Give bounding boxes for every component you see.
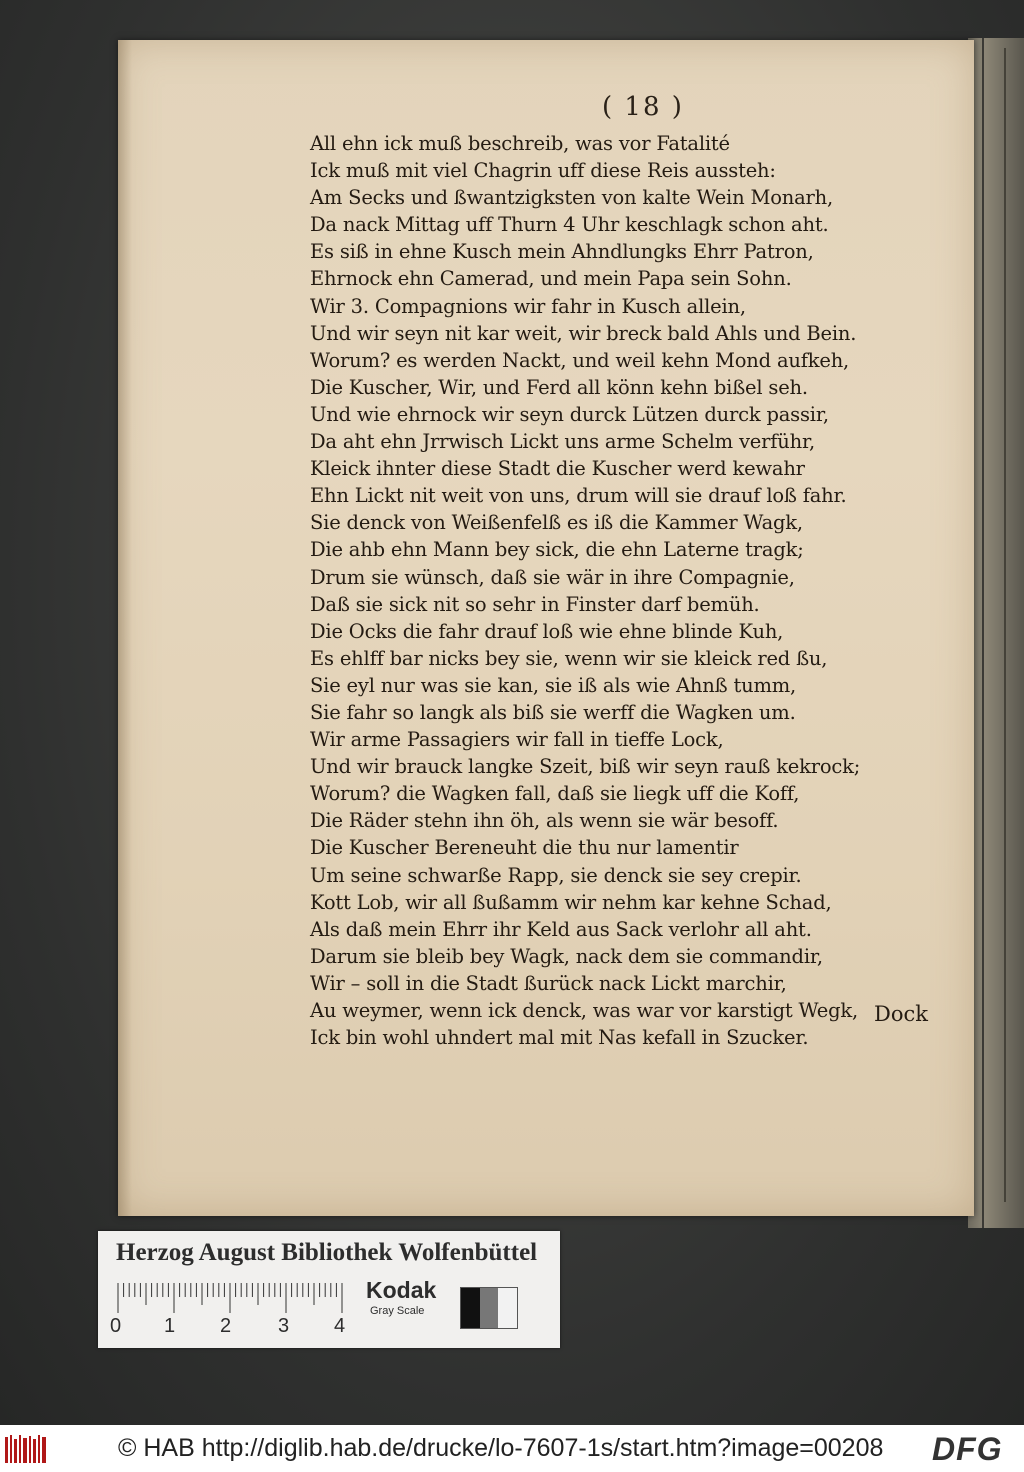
gray-scale-caption: Gray Scale (370, 1305, 425, 1317)
verse-line: Die Räder stehn ihn öh, als wenn sie wär besoff. (310, 809, 779, 833)
verse-line: Da nack Mittag uff Thurn 4 Uhr keschlagk schon aht. (310, 213, 829, 237)
verse-line: Als daß mein Ehrr ihr Keld aus Sack verlohr all aht. (310, 917, 812, 941)
catchword: Dock (874, 1002, 928, 1026)
verse-line: Sie denck von Weißenfelß es iß die Kammer Wagk, (310, 511, 803, 535)
gray-patch (480, 1288, 499, 1328)
ruler-number: 3 (278, 1315, 290, 1337)
library-label (98, 1231, 560, 1348)
verse-line: Um seine schwarße Rapp, sie denck sie sey crepir. (310, 863, 802, 887)
verse-line: Kleick ihnter diese Stadt die Kuscher werd kewahr (310, 457, 805, 481)
library-name: Herzog August Bibliothek Wolfenbüttel (116, 1239, 538, 1266)
verse-line: Wir 3. Compagnions wir fahr in Kusch allein, (310, 294, 746, 318)
verse-line: Wir arme Passagiers wir fall in tieffe Lock, (310, 728, 724, 752)
ruler-number: 0 (110, 1315, 122, 1337)
verse-line: Daß sie sick nit so sehr in Finster darf bemüh. (310, 592, 760, 616)
verse-line: Ehrnock ehn Camerad, und mein Papa sein Sohn. (310, 267, 792, 291)
verse-line: Die Ocks die fahr drauf loß wie ehne blinde Kuh, (310, 619, 784, 643)
verse-line: Wir – soll in die Stadt ßurück nack Lickt marchir, (310, 971, 787, 995)
verse-text (310, 130, 910, 1051)
verse-line: Worum? es werden Nackt, und weil kehn Mond aufkeh, (310, 348, 850, 372)
dfg-logo: DFG (932, 1431, 1003, 1467)
page-number: ( 18 ) (602, 92, 684, 122)
verse-line: Am Secks und ßwantzigksten von kalte Wein Monarh, (310, 186, 834, 210)
ruler-number: 4 (334, 1315, 346, 1337)
verse-line: Die Kuscher Bereneuht die thu nur lamentir (310, 836, 739, 860)
ruler-number: 1 (164, 1315, 176, 1337)
verse-line: Darum sie bleib bey Wagk, nack dem sie commandir, (310, 944, 823, 968)
gray-scale-patches (460, 1287, 518, 1329)
verse-line: Die Kuscher, Wir, und Ferd all könn kehn bißel seh. (310, 375, 808, 399)
verse-line: Sie fahr so langk als biß sie werff die Wagken um. (310, 700, 796, 724)
verse-line: Drum sie wünsch, daß sie wär in ihre Compagnie, (310, 565, 795, 589)
verse-line: Und wir brauck langke Szeit, biß wir seyn rauß kekrock; (310, 755, 861, 779)
barcode-icon (4, 1433, 48, 1465)
verse-line: Sie eyl nur was sie kan, sie iß als wie Ahnß tumm, (310, 673, 797, 697)
verse-line: Ick bin wohl uhndert mal mit Nas kefall in Szucker. (310, 1026, 809, 1050)
verse-line: Ehn Lickt nit weit von uns, drum will sie drauf loß fahr. (310, 484, 847, 508)
gray-patch (498, 1288, 517, 1328)
book-page (118, 40, 974, 1216)
verse-line: Die ahb ehn Mann bey sick, die ehn Laterne tragk; (310, 538, 804, 562)
verse-line: Da aht ehn Jrrwisch Lickt uns arme Schelm verführ, (310, 430, 815, 454)
verse-line: Au weymer, wenn ick denck, was war vor karstigt Wegk, (310, 999, 859, 1022)
scale-ruler (116, 1281, 348, 1315)
verse-line: Und wie ehrnock wir seyn durck Lützen durck passir, (310, 402, 829, 426)
verse-line: Kott Lob, wir all ßußamm wir nehm kar kehne Schad, (310, 890, 832, 914)
verse-line: Worum? die Wagken fall, daß sie liegk uff die Koff, (310, 782, 800, 806)
verse-line: Es siß in ehne Kusch mein Ahndlungks Ehrr Patron, (310, 240, 814, 264)
kodak-logo: Kodak (366, 1277, 437, 1303)
ruler-numbers (110, 1315, 350, 1339)
verse-line: Und wir seyn nit kar weit, wir breck bald Ahls und Bein. (310, 321, 857, 345)
copyright-url[interactable]: © HAB http://diglib.hab.de/drucke/lo-7607-1s/start.htm?image=00208 (118, 1434, 884, 1462)
ruler-number: 2 (220, 1315, 232, 1337)
verse-line: All ehn ick muß beschreib, was vor Fatalité (310, 132, 730, 155)
footer-bar (0, 1425, 1024, 1472)
verse-line: Es ehlff bar nicks bey sie, wenn wir sie kleick red ßu, (310, 646, 828, 670)
next-page-edge (968, 38, 1024, 1228)
gray-patch (461, 1288, 480, 1328)
verse-line: Ick muß mit viel Chagrin uff diese Reis aussteh: (310, 159, 776, 183)
